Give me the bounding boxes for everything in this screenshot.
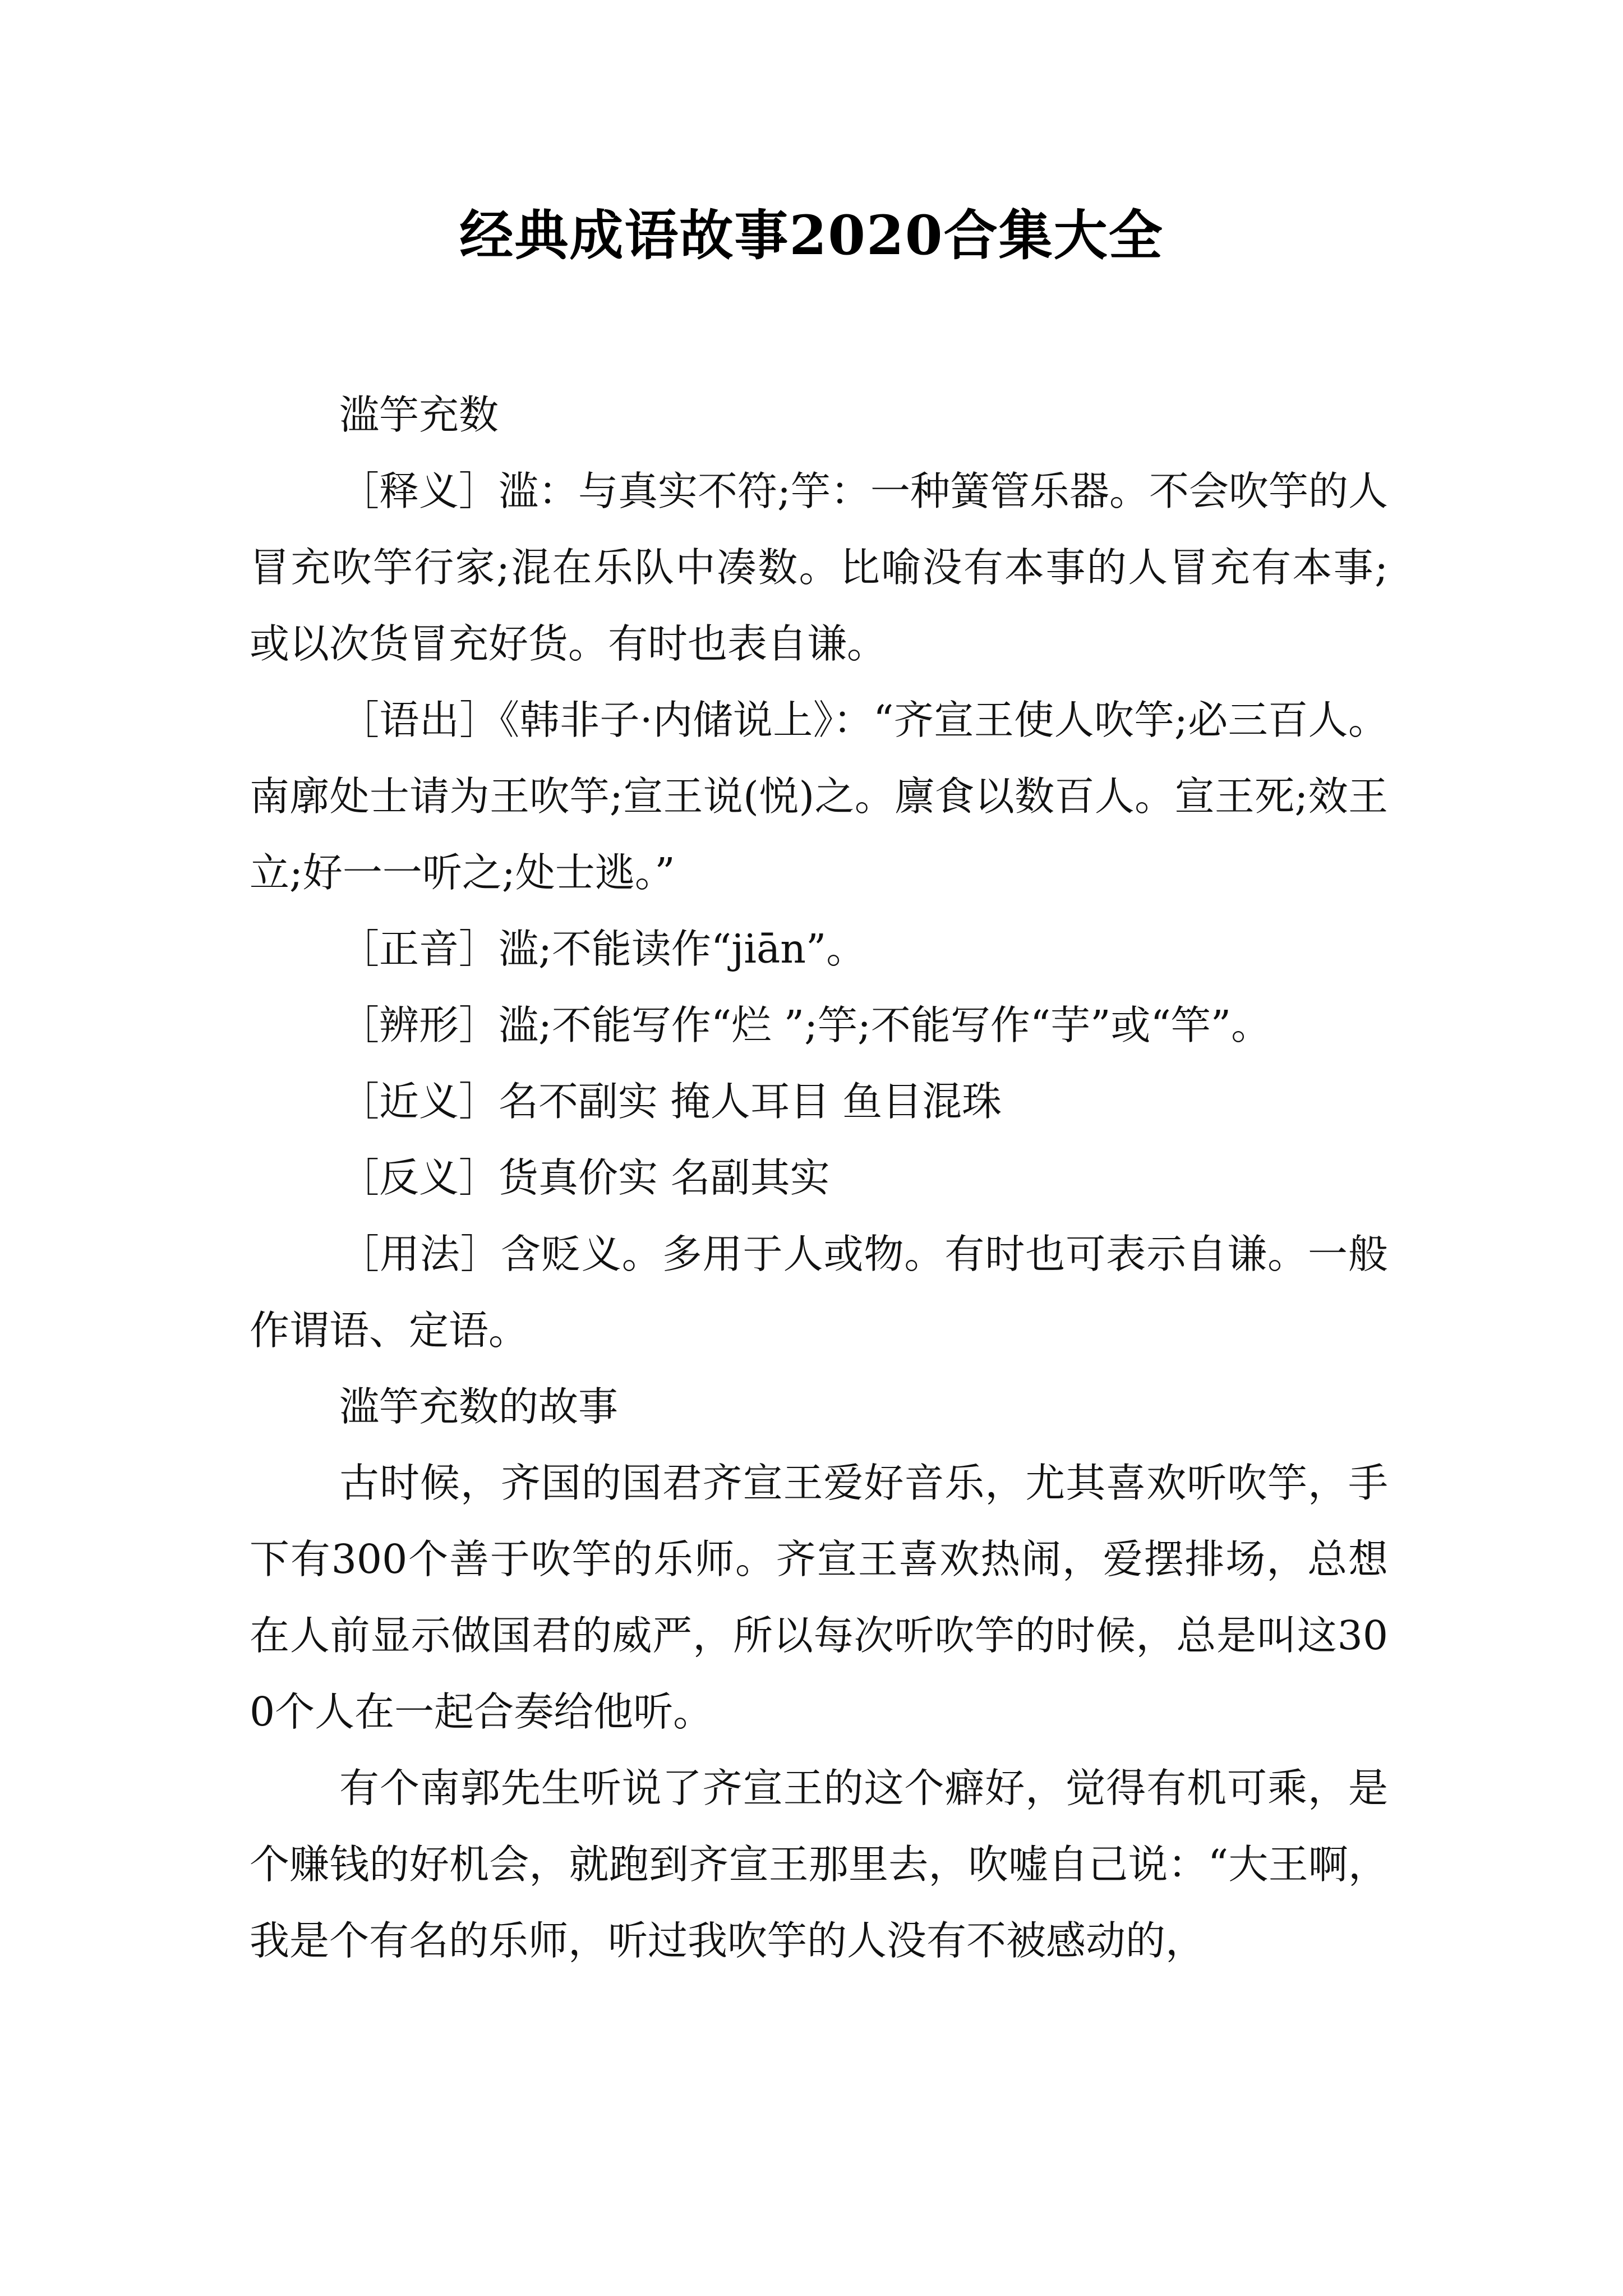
section-heading-story: 滥竽充数的故事	[339, 1383, 619, 1430]
paragraph-antonyms: ［反义］货真价实 名副其实	[339, 1154, 830, 1201]
paragraph-pronunciation: ［正音］滥;不能读作“jiān”。	[339, 926, 866, 972]
paragraph-synonyms: ［近义］名不副实 掩人耳目 鱼目混珠	[339, 1078, 1002, 1125]
page-title: 经典成语故事2020合集大全	[459, 204, 1164, 267]
paragraph-story-2: 有个南郭先生听说了齐宣王的这个癖好，觉得有机可乘，是个赚钱的好机会，就跑到齐宣王那里去，吹嘘自己说：“大王啊，我是个有名的乐师，听过我吹竽的人没有不被感动的，	[250, 1765, 1388, 1964]
paragraph-usage: ［用法］含贬义。多用于人或物。有时也可表示自谦。一般作谓语、定语。	[250, 1231, 1388, 1354]
document-body	[250, 377, 1388, 1979]
section-heading-lanyu: 滥竽充数	[339, 392, 499, 438]
paragraph-story-1: 古时候，齐国的国君齐宣王爱好音乐，尤其喜欢听吹竽，手下有300个善于吹竽的乐师。齐宣王喜欢热闹，爱摆排场，总想在人前显示做国君的威严，所以每次听吹竽的时候，总是叫这300个人在一起合奏给他听。	[250, 1460, 1388, 1735]
paragraph-character-form: ［辨形］滥;不能写作“烂 ”;竽;不能写作“芋”或“竿”。	[339, 1002, 1271, 1048]
paragraph-source: ［语出］《韩非子·内储说上》：“齐宣王使人吹竽;必三百人。南廓处士请为王吹竽;宣王说(悦)之。廪食以数百人。宣王死;效王立;好一一听之;处士逃。”	[250, 697, 1388, 896]
paragraph-definition: ［释义］滥：与真实不符;竽：一种簧管乐器。不会吹竽的人冒充吹竽行家;混在乐队中凑数。比喻没有本事的人冒充有本事;或以次货冒充好货。有时也表自谦。	[250, 468, 1388, 667]
